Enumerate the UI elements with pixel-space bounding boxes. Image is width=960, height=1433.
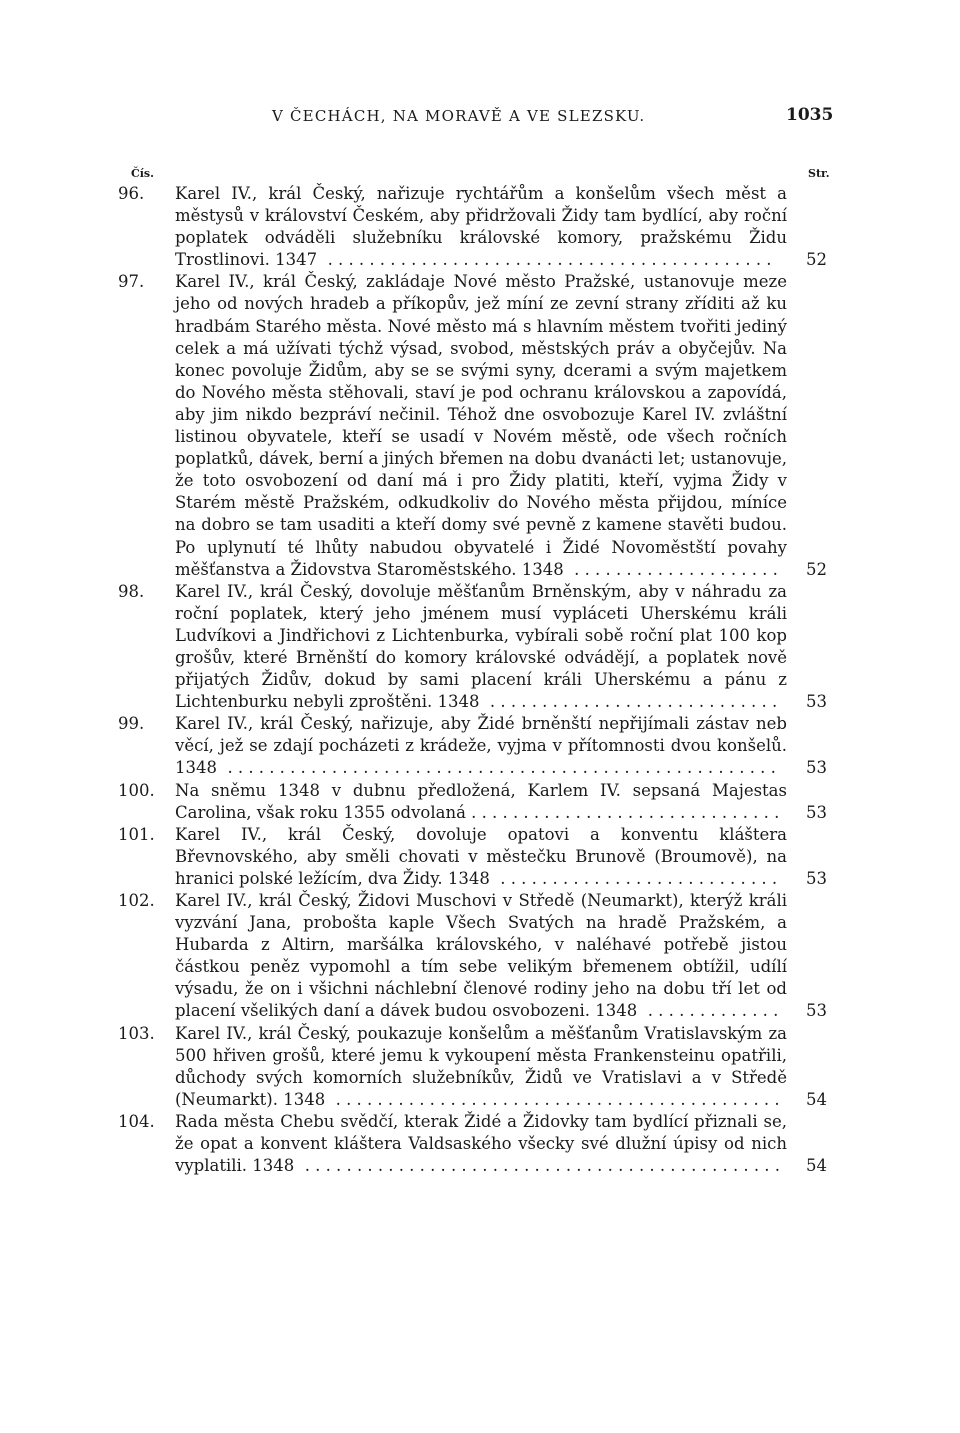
entry-number: 97.	[118, 272, 145, 292]
entry-body	[175, 272, 787, 578]
entry-body	[175, 825, 787, 888]
entry-body	[175, 184, 787, 269]
entry-page-ref: 54	[806, 1089, 827, 1109]
leader-dots: ............................	[479, 692, 783, 712]
entry-description: Rada města Chebu svědčí, kterak Židé a Židovky tam bydlící přiznali se, že opat a konvent kláštera Valdsaského všecky své dlužní úpisy od nich vyplatili.	[175, 1111, 787, 1176]
entry-text	[175, 824, 787, 890]
entry-page-ref: 54	[806, 1156, 827, 1176]
entry-description: Na sněmu 1348 v dubnu předložená, Karlem IV. sepsaná Majestas Carolina, však roku 1355 odvolaná	[175, 780, 787, 822]
entry-body	[175, 1024, 787, 1109]
entry-item	[0, 1023, 960, 1111]
leader-dots: ...........................................	[325, 1089, 785, 1109]
entry-description: Karel IV., král Český, dovoluje měšťanům Brněnským, aby v náhradu za roční poplatek, který jeho jménem musí vypláceti Uherskému králi Ludvíkovi a Jindřichovi z Lichtenburka, vybírali sobě roční plat 100 kop grošův, které Brněnští do komory královské odvádějí, a poplatek nově přijatých Židův, dokud by sami placení králi Uherskému a pánu z Lichtenburku nebyli zproštěni.	[175, 581, 787, 712]
entry-year: 1348	[595, 1001, 638, 1021]
entry-item	[0, 780, 960, 824]
entry-body	[175, 781, 787, 822]
entry-year: 1347	[275, 250, 318, 270]
entry-description: Karel IV., král Český, nařizuje rychtářům a konšelům všech měst a městysů v království Českém, aby přidržovali Židy tam bydlící, aby roční poplatek odváděli služebníku královské komory, pražskému Židu Trostlinovi.	[175, 184, 787, 270]
entry-text	[175, 1023, 787, 1111]
leader-dots: .............	[637, 1001, 784, 1021]
entry-item	[0, 824, 960, 890]
entry-body	[175, 1112, 787, 1175]
leader-dots: ...........................	[489, 868, 783, 888]
entry-number: 104.	[118, 1111, 155, 1131]
entry-description: Karel IV., král Český, zakládaje Nové město Pražské, ustanovuje meze jeho od nových hradeb a příkopův, jež míní ze zevní strany zříditi až ku hradbám Starého města. Nové město má s hlavním městem tvořiti jediný celek a má užívati týchž výsad, svobod, městských práv a obyčejův. Na konec povoluje Židům, aby se se svými syny, dcerami a svým majetkem do Nového města stěhovali, staví je pod ochranu královskou a zapovídá, aby jim nikdo bezpráví nečinil. Téhož dne osvobozuje Karel IV. zvláštní listinou obyvatele, kteří se usadí v Novém městě, ode všech ročních poplatků, dávek, berní a jiných břemen na dobu dvanácti let; ustanovuje, že toto osvobození od daní má i pro Židy platiti, kteří, vyjma Židy v Starém městě Pražském, odkudkoliv do Nového města přijdou, míníce na dobro se tam usaditi a kteří domy své pevně z kamene stavěti budou. Po uplynutí té lhůty nabudou obyvatelé i Židé Novoměstští povahy měšťanstva a Židovstva Staroměstského.	[175, 272, 787, 579]
leader-dots: ....................	[563, 559, 784, 579]
column-label-page: Str.	[808, 167, 830, 180]
entry-year: 1348	[447, 868, 490, 888]
entry-number: 96.	[118, 184, 145, 203]
entry-body	[175, 582, 787, 711]
entry-item	[0, 183, 960, 271]
entry-year: 1348	[521, 559, 564, 579]
leader-dots: .....................................................	[217, 758, 782, 778]
entry-list	[0, 183, 960, 1177]
entry-page-ref: 53	[806, 1001, 827, 1021]
entry-body	[175, 714, 787, 777]
entry-text	[175, 1111, 787, 1177]
entry-item	[0, 890, 960, 1023]
entry-description: Karel IV., král Český, poukazuje konšelům a měšťanům Vratislavským za 500 hřiven grošů, které jemu k vykoupení města Frankensteinu opatřili, důchody svých komorních služebníkův, Židů ve Vratislavi a v Středě (Neumarkt).	[175, 1023, 787, 1109]
column-label-number: Čís.	[131, 167, 154, 180]
entry-number: 103.	[118, 1023, 155, 1043]
entry-description: Karel IV., král Český, dovoluje opatovi a konventu kláštera Břevnovského, aby směli chovati v městečku Brunově (Broumově), na hranici polské ležícím, dva Židy.	[175, 824, 787, 888]
entry-text	[175, 713, 787, 779]
entry-page-ref: 53	[806, 868, 827, 888]
entry-text	[175, 581, 787, 714]
entry-number: 98.	[118, 581, 145, 601]
entry-number: 100.	[118, 780, 155, 800]
entry-year: 1348	[175, 758, 217, 778]
running-head-title: V ČECHÁCH, NA MORAVĚ A VE SLEZSKU.	[272, 107, 646, 125]
page-number: 1035	[786, 105, 834, 125]
entry-number: 101.	[118, 824, 155, 844]
entry-text	[175, 890, 787, 1023]
entry-item	[0, 271, 960, 580]
leader-dots: ..............................................	[294, 1156, 786, 1176]
entry-page-ref: 52	[806, 559, 827, 579]
entry-item	[0, 1111, 960, 1177]
entry-year: 1348	[283, 1089, 326, 1109]
entry-body	[175, 891, 787, 1020]
entry-item	[0, 581, 960, 714]
entry-item	[0, 713, 960, 779]
entry-number: 99.	[118, 714, 145, 734]
entry-year: 1348	[252, 1156, 295, 1176]
entry-page-ref: 52	[806, 250, 827, 270]
leader-dots: ..............................	[471, 802, 785, 822]
entry-year: 1348	[437, 692, 480, 712]
entry-page-ref: 53	[806, 758, 827, 778]
entry-page-ref: 53	[806, 692, 827, 712]
entry-text	[175, 780, 787, 824]
entry-description: Karel IV., král Český, Židovi Muschovi v Středě (Neumarkt), kterýž králi vyzvání Jana, probošta kaple Všech Svatých na hradě Pražském, a Hubarda z Altirn, maršálka královského, v naléhavé potřebě jistou částkou peněz vypomohl a tím sebe velikým břemenem obtížil, udílí výsadu, že on i všichni náchlební členové rodiny jeho na dobu tří let od placení všelikých daní a dávek budou osvobozeni.	[175, 891, 787, 1021]
entry-text	[175, 271, 787, 580]
entry-number: 102.	[118, 891, 155, 910]
entry-description: Karel IV., král Český, nařizuje, aby Židé brněnští nepřijímali zástav neb věcí, jež se zdají pocházeti z krádeže, vyjma v přítomnosti dvou konšelů.	[175, 714, 787, 756]
entry-text	[175, 183, 787, 271]
leader-dots: ...........................................	[317, 250, 777, 270]
entry-page-ref: 53	[806, 802, 827, 822]
